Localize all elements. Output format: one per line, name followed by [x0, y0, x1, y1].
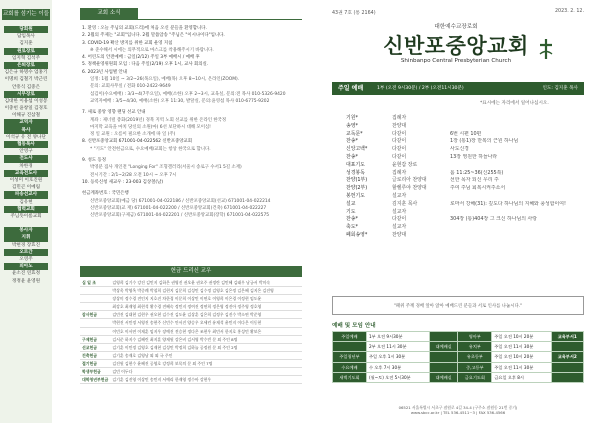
order-leader: 집례자: [392, 169, 407, 176]
sidebar-section-head: 지휘: [4, 234, 48, 241]
schedule-place: [429, 332, 458, 342]
worship-order-row: [346, 138, 580, 146]
order-label: 축도*: [346, 224, 358, 231]
schedule-group: 교육부서2: [551, 352, 584, 362]
sidebar-name-line: 이명희 김철기 박근린: [4, 77, 48, 83]
schedule-row: [333, 362, 584, 372]
schedule-group: 교육부서1: [551, 332, 584, 342]
sidebar-section-head: 교육전도사: [4, 170, 48, 177]
order-leader: 다같이: [392, 130, 407, 137]
order-label: 교독문*: [346, 130, 363, 137]
service-times: 1부 (오전 9시30분) / 2부 (오전11시30분): [377, 86, 464, 91]
offering-row: [80, 311, 302, 319]
schedule-dept: 중,고등부: [458, 362, 492, 372]
news-item: 3. COVID-19 확산 방지를 위한 교회 운영 지침: [82, 40, 173, 46]
news-item: 섬김이(수요예배) : 3/3~4(7주요일), 예배(소한) 오후 2~3시, 교육실, 문의:전 목사 010-5326-9420: [90, 91, 286, 97]
news-item: 10. 등록신청 새교우 : 23-003 김상철(남): [82, 179, 164, 185]
worship-order-row: [346, 232, 580, 240]
service-leader: 인도: 김지훈 목사: [542, 86, 578, 91]
offering-names: 이민호 이서연 이재훈 임지우 장예진 전승현 정다은 조현우 최민서 한지호 홍성민 황보은: [110, 327, 302, 335]
schedule-place: 대예배실: [429, 342, 458, 352]
schedule-time: (월~토) 오전 5시30분: [366, 372, 429, 382]
news-list: [82, 25, 304, 219]
order-detail: 로마서 강해(31): 깊도다 하나님의 지혜와 풍성함이여!: [450, 200, 566, 207]
order-leader: 할렐루야 찬양대: [392, 185, 427, 192]
worship-order-row: [346, 193, 580, 201]
sidebar-section-head: 협동목사: [4, 141, 48, 148]
sidebar-section-head: 교역자: [4, 119, 48, 126]
news-item: 8. 신반포중앙교회 671001-04-022562 신반포중앙교회: [82, 139, 193, 145]
sidebar-name-line: 차한경: [19, 163, 33, 169]
order-leader: 설교자: [392, 208, 407, 215]
offering-category: 구제헌금: [80, 335, 110, 343]
worship-order-row: [346, 185, 580, 193]
worship-order-row: [346, 170, 580, 178]
service-title: 주일 예배: [338, 85, 364, 92]
offering-category: [80, 319, 110, 327]
sidebar-section-head: 파송선교사: [4, 191, 48, 198]
sidebar-section-head: 목사: [4, 127, 48, 134]
sidebar-section-head: 협력교회: [4, 206, 48, 213]
worship-order-row: [346, 201, 580, 209]
standing-note: *표시에는 자리에서 일어나십시오.: [480, 101, 549, 106]
worship-order-row: [346, 146, 580, 154]
news-item: 교역자예배 : 3/5~4/30, 예배(소한) 오후 11:30, 발달실, 문의:윤영섭 목사 010-6775-9202: [90, 98, 270, 104]
news-item: 1. 환영 : 오늘 주님의 교회(드리)에 처음 오신 분들을 환영합니다.: [82, 26, 207, 31]
sidebar-name-line: 김은규 하명수 엄홍기: [4, 70, 48, 76]
church-name-english: Shinbanpo Central Presbyterian Church: [400, 58, 512, 64]
sidebar-title: 교회를 섬기는 이들: [2, 9, 50, 20]
offering-table: [80, 279, 302, 384]
order-label: 대표기도: [346, 161, 365, 168]
news-item: 문의: 교회사무실 / 전화 010-2422-9649: [90, 84, 171, 90]
order-label: 찬양(2부): [346, 185, 368, 192]
order-leader: 다같이: [392, 138, 407, 145]
offering-row: [80, 295, 302, 303]
sidebar-name-line: 주님뜻이룸교회: [10, 213, 42, 219]
order-detail: 사도신경: [450, 146, 469, 153]
bulletin-column: [312, 0, 600, 423]
sidebar-name-line: 정정윤 윤영원: [11, 278, 41, 284]
schedule-time: 주일 오후 1시 30분: [366, 352, 429, 362]
offering-names: 김기훈 김진영 이상민 송민지 서예리 한재영 정수아 강현우: [110, 376, 302, 384]
worship-order-row: [346, 216, 580, 224]
worship-order-row: [346, 154, 580, 162]
schedule-dept: 유초등부: [458, 352, 492, 362]
offering-row: [80, 359, 302, 367]
order-label: 봉헌기도: [346, 192, 365, 199]
news-item: 계좌 : 제너럴 총화(2019년) 경북 지역 노회 선교를 위한 온라인 한국정: [90, 117, 227, 123]
sidebar-name-line: 이해규 진삼철: [11, 113, 41, 119]
offering-row: [80, 319, 302, 327]
service-bar: [332, 82, 584, 95]
order-label: 신앙고백*: [346, 146, 368, 153]
news-item: 신반포중앙교회(구제금) 671001-04-022201 / 신반포중앙교회(장학) 671001-04-022575: [90, 213, 270, 219]
offering-row: [80, 303, 302, 311]
order-detail: 롬 11:25~36(신255쪽): [450, 169, 504, 176]
worship-order-row: [346, 177, 580, 185]
order-leader: 다같이: [392, 153, 407, 160]
order-of-worship: [346, 115, 580, 240]
order-detail: 선한 목자 되신 우리 주: [450, 177, 499, 184]
news-item: ※ 준수해서 시에는 의무적으로 마스크를 착용해주시기 바랍니다.: [90, 47, 214, 53]
sidebar-name-line: [0, 220, 52, 227]
order-leader: 다같이: [392, 216, 407, 223]
bulletin-date: 2023. 2. 12.: [555, 9, 584, 14]
order-leader: 찬양대: [392, 231, 407, 238]
offering-row: [80, 335, 302, 343]
offering-names: 김진원 김현수 윤혜진 공영호 강정희 보목의 문 외 주인 7명: [110, 359, 302, 367]
schedule-service: 수요예배: [333, 362, 367, 372]
staff-sidebar: [0, 0, 52, 423]
offering-category: [80, 287, 110, 295]
order-leader: 글로리아 찬양대: [392, 177, 427, 184]
offering-names: 김기훈 송재호 김영남 외 외 국 주인: [110, 351, 302, 359]
schedule-dept: 금요기도회: [458, 372, 492, 382]
offering-category: [80, 295, 110, 303]
sidebar-section-head: 오르간: [4, 249, 48, 256]
news-item: 신반포중앙교회(예금 당) 671001-04-022186 / 신반포중앙교회(선교) 671001-04-022214: [90, 198, 271, 204]
news-item: 9. 성도 동정: [82, 158, 106, 164]
sidebar-name-line: 이성미 이호진원: [9, 177, 43, 183]
offering-names: 박상욱 박영옥 박중례 박철희 김현지 김문희 김성민 김수정 김영호 김은정 김은혜 김지은 김진영: [110, 287, 302, 295]
worship-order-row: [346, 123, 580, 131]
offering-category: 십 일 조: [80, 279, 110, 287]
worship-order-row: [346, 209, 580, 217]
news-item: 마지막 교육을 마치 당신의 소원(마) 6선 보단하시 대해 모이심!: [90, 124, 211, 130]
offering-header: 헌금 드리신 교우: [80, 266, 302, 277]
worship-order-row: [346, 162, 580, 170]
issue-number: 43권 7호 (통 2164): [332, 11, 376, 16]
news-item: 신반포중앙교회(교 재) 671001-04-022200 / 신반포중앙교회(건축) 671001-04-022227: [90, 205, 267, 211]
schedule-header: 예배 및 모임 안내: [332, 323, 376, 329]
schedule-service: 주일청년부: [333, 352, 367, 362]
church-footer: [332, 405, 584, 415]
schedule-dept-time: 주일 오전 10시 20분: [492, 332, 551, 342]
order-detail: 1장 (통1)장 만복의 근원 하나님: [450, 138, 519, 145]
schedule-row: [333, 342, 584, 352]
news-divider: [80, 19, 302, 20]
offering-category: [80, 303, 110, 311]
schedule-group: [551, 372, 584, 382]
offering-names: 김영희 김기수 강진 김민지 김하은 권영진 권오윤 권오주 권정란 김민혜 김태우 남궁서 박미숙: [110, 279, 302, 287]
offering-category: 감사헌금: [80, 311, 110, 319]
news-item: 전시기간 : 2/1~2/28 오전 10시 ~ 오후 7시: [90, 172, 177, 178]
order-label: 송영*: [346, 122, 358, 129]
news-item: 정 일 교원 : 오름이 필요한 소개에 따 일 (주): [90, 132, 176, 138]
offering-names: 장상미 정수경 전인지 지호진 차한경 이문희 이상민 이연호 이영희 이은경 이정현 임도윤: [110, 295, 302, 303]
order-leader: 찬양대: [392, 122, 407, 129]
schedule-dept-time: 주일 오전 11시 30분: [492, 342, 551, 352]
offering-category: 선교헌금: [80, 343, 110, 351]
offering-names: 최강호 최재영 최현석 황수경 전혜숙 정민지 정여진 정연희 정은영 정진아 정주영 정호영: [110, 303, 302, 311]
sidebar-name-line: 오영주: [19, 257, 33, 262]
order-label: 기도: [346, 208, 356, 215]
worship-order-row: [346, 115, 580, 123]
schedule-dept: 유치부: [458, 342, 492, 352]
order-detail: 13장 영원한 하늘나라: [450, 153, 498, 160]
order-label: 설교: [346, 200, 356, 207]
order-leader: 집례자: [392, 115, 407, 121]
sidebar-name-line: 윤소진 연효정: [11, 271, 41, 277]
offering-category: [80, 327, 110, 335]
sidebar-name-line: 김대한 이용섭 이성봉: [4, 98, 48, 104]
offering-row: [80, 279, 302, 287]
order-label: 찬송*: [346, 138, 358, 145]
greeting-quote: "패위 주께 경배 앞아 앉아 예배드린 분들과 서로 인사를 나눕시다.": [332, 296, 584, 315]
offering-category: 대학청년부헌금: [82, 377, 109, 383]
schedule-time: 1부 오전 9시30분: [366, 332, 429, 342]
order-detail: 6번 시편 10편: [450, 130, 482, 137]
offering-row: [80, 376, 302, 384]
order-label: 찬송*: [346, 216, 358, 223]
offering-category: 절기헌금: [80, 359, 110, 367]
offering-names: 김민진 김대현 김현우 권오현 김수진 김도윤 김상훈 김은희 김정우 김진수 박소연 박준영: [110, 311, 302, 319]
footer-address: 06521 서울특별시 서초구 잠원로 4길 34-4 (구주소 잠원동 21번 중기): [398, 405, 518, 410]
schedule-group: [551, 342, 584, 352]
schedule-place: [429, 352, 458, 362]
sidebar-name-line: 이석규 유 전 양나단: [6, 134, 46, 140]
offering-row: [80, 327, 302, 335]
schedule-row: [333, 372, 584, 382]
order-leader: 김지훈 목사: [392, 200, 418, 207]
schedule-place: 대예배실: [429, 372, 458, 382]
worship-order-row: [346, 131, 580, 139]
offering-row: [80, 351, 302, 359]
sidebar-name-line: 김유현: [19, 199, 33, 205]
footer-contact: www.sbcc.or.kr | TEL 536-4511~3 | FAX 536-4566: [410, 410, 506, 415]
news-item: 5. 정책운영위원회 모임 : 다음 주일(2/19) 오후 1시, 교사 회의실.: [82, 62, 209, 68]
sidebar-name-line: 이충헌 윤창일 김경호: [4, 106, 48, 112]
sidebar-section-head: 전도사: [4, 155, 48, 162]
offering-names: 박현진 서민정 서영진 송현주 신민수 안서진 양승우 오세린 유재석 윤민지 이다은 이동현: [110, 319, 302, 327]
schedule-place: [429, 362, 458, 372]
schedule-time: 수 오후 7시 30분: [366, 362, 429, 372]
order-leader: 설교자: [392, 192, 407, 199]
bulletin-meta: [332, 9, 584, 17]
offering-category: 건축헌금: [80, 351, 110, 359]
schedule-dept-time: 주일 오전 10시 20분: [492, 352, 551, 362]
sidebar-name-line: 안영구: [19, 149, 33, 155]
sidebar-section-head: 시무장로: [4, 91, 48, 98]
order-detail: 304장 (통)404장 그 크신 하나님의 사랑: [450, 216, 537, 223]
sidebar-section-head: 당회원: [4, 26, 48, 33]
offering-names: 김민 이두다: [110, 368, 302, 376]
news-header: 교회 소식: [80, 8, 138, 19]
worship-order-row: [346, 224, 580, 232]
sidebar-name-line: 담임목사: [17, 34, 35, 40]
offering-category: 학생부헌금: [80, 368, 110, 376]
news-item: 7. 새로 중앙 영향 랜딩 선교 안내: [82, 110, 146, 116]
sidebar-section-head: 피아노: [4, 263, 48, 270]
sidebar-section-head: 원로장로: [4, 48, 48, 55]
schedule-group: [551, 362, 584, 372]
sidebar-section-head: 은퇴장로: [4, 62, 48, 69]
order-leader: 설교자: [392, 224, 407, 231]
order-label: 성경봉독: [346, 169, 365, 176]
schedule-time: 2부 오전 11시 30분: [366, 342, 429, 352]
denomination: 대한예수교장로회: [434, 24, 478, 30]
schedule-dept-time: 금요일 오후 8시: [492, 372, 551, 382]
sidebar-name-line: 임지혁 김석주: [11, 55, 41, 61]
news-item: 2. 2월의 주제는 "교회"입니다. 2월 말씀암송 "주님은 "이시나이다"입니다.: [82, 33, 225, 39]
schedule-service: [333, 342, 367, 352]
schedule-table: [332, 331, 584, 383]
sidebar-name-line: 안흥식 김중은: [11, 84, 41, 90]
schedule-dept-time: 주일 오전 11시 30분: [492, 362, 551, 372]
sidebar-section-head: 봉사자: [4, 227, 48, 234]
offering-row: [80, 287, 302, 295]
church-name: 신반포중앙교회: [383, 33, 529, 58]
order-label: 기원*: [346, 115, 358, 121]
offering-row: [80, 343, 302, 351]
sidebar-name-line: 김민곤 이예림: [11, 185, 41, 191]
news-item: 일정: 1월 10일 ~ 3/2~26(목요일), 예배(목) 오후 8~10시, 온라인(ZOOM).: [90, 77, 240, 83]
schedule-row: [333, 332, 584, 342]
order-detail: 주여 주님 회복시켜주소서: [450, 185, 506, 192]
schedule-service: 새벽기도회: [333, 372, 367, 382]
schedule-dept: 영아부: [458, 332, 492, 342]
sidebar-list: [0, 26, 52, 285]
sidebar-name-line: 김지훈: [19, 41, 33, 47]
offering-row: [80, 368, 302, 376]
order-label: 찬양(1부): [346, 177, 368, 184]
order-label: 폐회송영*: [346, 231, 368, 238]
news-item: 6. 2023년 사업별 안내: [82, 69, 127, 75]
news-item: 4. 어린도의 안전예배 : 금일(2/12) 주일 3부 예배시 / 예배 후: [82, 55, 200, 61]
church-logo-icon: [537, 38, 555, 60]
schedule-row: [333, 352, 584, 362]
news-item: 헌금계좌번호 : 국민은행: [82, 191, 129, 197]
order-label: 찬송*: [346, 153, 358, 160]
offering-names: 김기훈 이민정 김영호 김재현 김성민 박정희 김하늘 공정원 문 외 주인 2명: [110, 343, 302, 351]
news-column: [58, 0, 308, 423]
schedule-service: 주일예배: [333, 332, 367, 342]
order-leader: 다같이: [392, 146, 407, 153]
order-leader: 윤현갑 장로: [392, 161, 418, 168]
sidebar-name-line: 박현경 장효진: [11, 242, 41, 248]
news-item: 박영분 집사 개인전 "Longing For" 조형갤러리(서울시 송로구 수서1 5길 소재): [90, 165, 242, 171]
news-item: * "기도" 안전헌금으로, 수요예배/교회는 항상 한국으로 합니다.: [90, 146, 211, 152]
offering-names: 김서준 하지수 김혜린 최지훈 양재원 강은비 김서영 박수빈 문 외 주인 8명: [110, 335, 302, 343]
